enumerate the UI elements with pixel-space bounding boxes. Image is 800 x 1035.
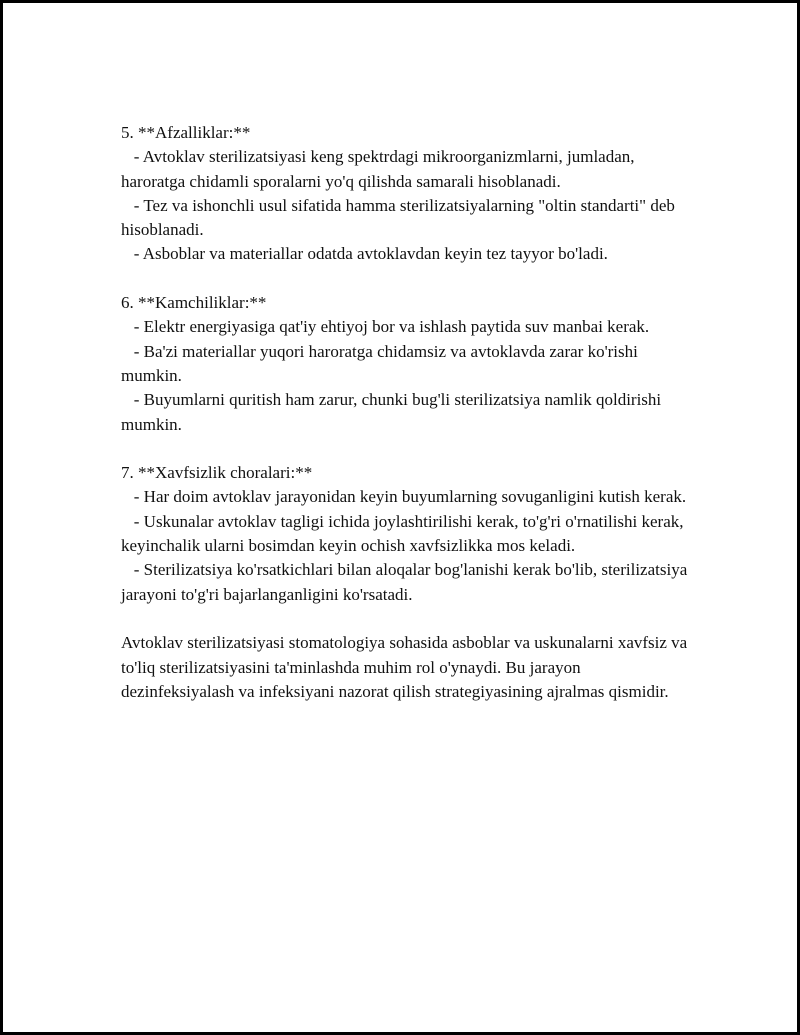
list-item: - Asboblar va materiallar odatda avtoklavdan keyin tez tayyor bo'ladi. (121, 244, 608, 264)
list-item: - Buyumlarni quritish ham zarur, chunki bug'li sterilizatsiya namlik qoldirishi mumkin. (121, 390, 666, 434)
list-item: - Sterilizatsiya ko'rsatkichlari bilan aloqalar bog'lanishi kerak bo'lib, sterilizatsiya jarayoni to'g'ri bajarlanganligini ko'rsatadi. (121, 560, 692, 604)
list-item: - Elektr energiyasiga qat'iy ehtiyoj bor va ishlash paytida suv manbai kerak. (121, 317, 650, 337)
section-xavfsizlik-choralari (121, 461, 691, 607)
section-afzalliklar (121, 121, 691, 267)
list-item: - Har doim avtoklav jarayonidan keyin buyumlarning sovuganligini kutish kerak. (121, 487, 687, 507)
list-item: - Tez va ishonchli usul sifatida hamma sterilizatsiyalarning "oltin standarti" deb hisoblanadi. (121, 195, 680, 240)
section-heading: 5. **Afzalliklar:** (121, 123, 251, 142)
list-item: - Avtoklav sterilizatsiyasi keng spektrdagi mikroorganizmlarni, jumladan, haroratga chidamli sporalarni yo'q qilishda samarali hisoblanadi. (121, 147, 639, 191)
list-item: - Uskunalar avtoklav tagligi ichida joylashtirilishi kerak, to'g'ri o'rnatilishi kerak, keyinchalik ularni bosimdan keyin ochish xavfsizlikka mos keladi. (121, 511, 688, 556)
section-kamchiliklar (121, 291, 691, 437)
closing-paragraph: Avtoklav sterilizatsiyasi stomatologiya sohasida asboblar va uskunalarni xavfsiz va to'liq sterilizatsiyasini ta'minlashda muhim rol o'ynaydi. Bu jarayon dezinfeksiyalash va infeksiyani nazorat qilish strategiyasining ajralmas qismidir. (121, 633, 688, 701)
section-heading: 7. **Xavfsizlik choralari:** (121, 463, 313, 483)
section-heading: 6. **Kamchiliklar:** (121, 293, 267, 313)
document-body (121, 121, 691, 704)
list-item: - Ba'zi materiallar yuqori haroratga chidamsiz va avtoklavda zarar ko'rishi mumkin. (121, 341, 643, 385)
